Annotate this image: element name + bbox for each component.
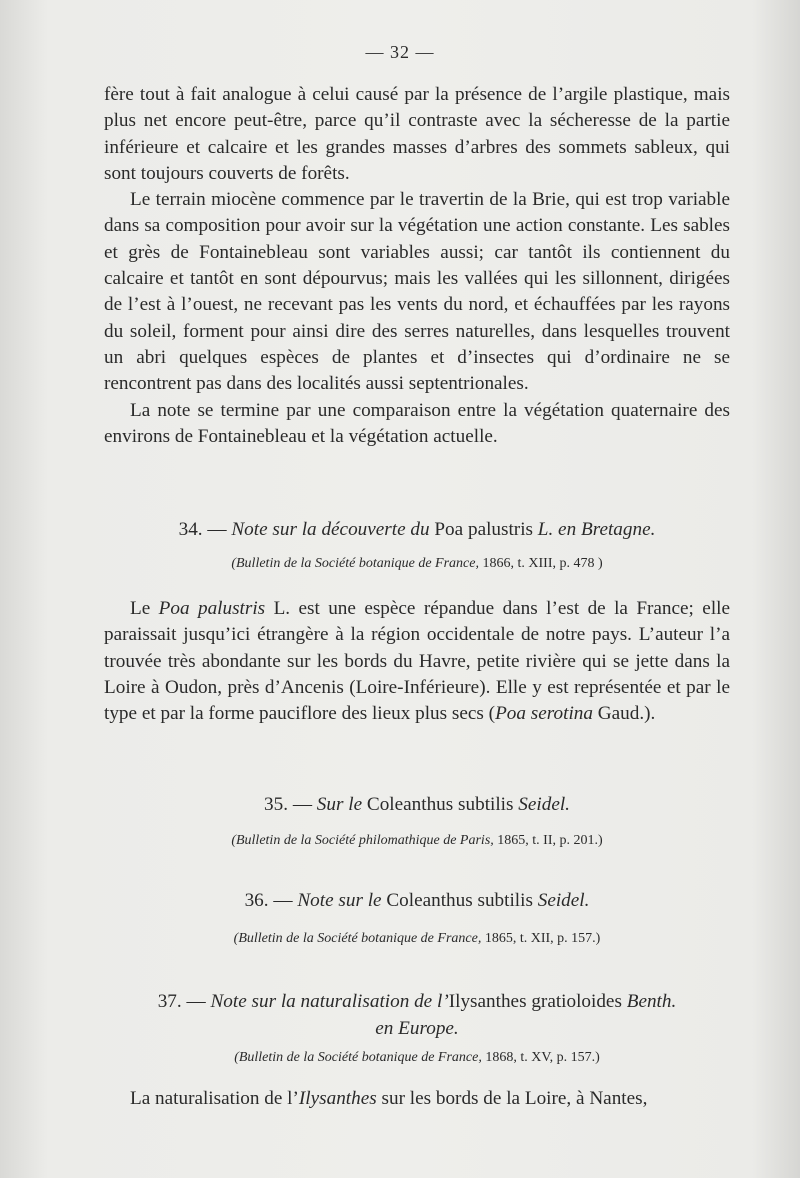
entry-35-title: [104, 794, 730, 816]
entry-34-body-b: Poa palustris: [158, 598, 266, 619]
text-block-top: [104, 82, 730, 450]
entry-37-paragraph: [104, 1086, 730, 1112]
entry-37-reference: [104, 1050, 730, 1066]
entry-34-paragraph: [104, 596, 730, 727]
entry-36-ref-b: 1865, t. XII, p. 157.): [484, 931, 601, 946]
entry-37-body-a: La naturalisation de l’: [130, 1088, 299, 1109]
entry-36-title-a: Note sur le: [297, 890, 382, 911]
entry-34-reference: [104, 556, 730, 572]
page-number: — 32 —: [365, 42, 435, 62]
entry-37-title-b: Ilysanthes gratioloides: [448, 991, 622, 1012]
entry-35-title-a: Sur le: [316, 794, 363, 815]
entry-36-reference: [104, 931, 730, 947]
entry-35-ref-a: (Bulletin de la Société philomathique de Paris,: [231, 833, 494, 848]
entry-37-number: 37. —: [157, 991, 206, 1012]
entry-37-ref-b: 1868, t. XV, p. 157.): [485, 1050, 600, 1065]
entry-35-title-b: Coleanthus subtilis: [366, 794, 514, 815]
paragraph-conclusion: La note se termine par une comparaison entre la végétation quaternaire des environs de Fontainebleau et la végétation actuelle.: [104, 399, 730, 447]
entry-34-ref-b: 1866, t. XIII, p. 478 ): [482, 556, 603, 571]
paragraph-continuation: fère tout à fait analogue à celui causé par la présence de l’argile plastique, mais plus net encore peut-être, parce qu’il contraste avec la sécheresse de la partie inférieure et calcaire et les grandes masses d’arbres des sommets sableux, qui sont toujours couverts de forêts.: [104, 84, 730, 184]
entry-37-ref-a: (Bulletin de la Société botanique de France,: [234, 1050, 482, 1065]
entry-37-title-c: Benth.: [626, 991, 677, 1012]
entry-35-reference: [104, 833, 730, 849]
entry-34-body-a: Le: [130, 598, 151, 619]
entry-34-body-e: Gaud.).: [597, 703, 656, 725]
entry-36-title-b: Coleanthus subtilis: [386, 890, 533, 911]
entry-34-body-d: Poa serotina: [495, 703, 593, 725]
entry-35-number: 35. —: [264, 794, 312, 815]
entry-37-body: [104, 1086, 730, 1112]
entry-34-title-c: L. en Bretagne.: [537, 519, 656, 540]
entry-34-number: 34. —: [178, 519, 227, 540]
entry-37-title-d: en Europe.: [375, 1018, 459, 1039]
entry-34-body: [104, 596, 730, 727]
entry-37-title-a: Note sur la naturalisation de l’: [210, 991, 449, 1012]
paragraph-miocene: Le terrain miocène commence par le travertin de la Brie, qui est trop variable dans sa composition pour avoir sur la végétation une action constante. Les sables et grès de Fontainebleau sont variables aussi; car tantôt ils contiennent du calcaire et tantôt en sont dépourvus; mais les vallées qui les sillonnent, dirigées de l’est à l’ouest, ne recevant pas les vents du nord, et échauffées par les rayons du soleil, forment pour ainsi dire des serres naturelles, dans lesquelles trouvent un abri quelques espèces de plantes et d’insectes qui d’ordinaire ne se rencontrent pas dans des localités aussi septentrionales.: [104, 189, 730, 395]
entry-37-title: [104, 988, 730, 1042]
entry-37-body-b: Ilysanthes: [298, 1088, 377, 1109]
entry-36-title-c: Seidel.: [537, 890, 590, 911]
entry-34-title-a: Note sur la découverte du: [231, 519, 430, 540]
entry-34-title: [104, 519, 730, 541]
entry-34-body-c: L. est une espèce répandue dans l’est de la France; elle paraissait jusqu’ici étrangère à la région occidentale de notre pays. L’auteur l’a trouvée très abondante sur les bords du Havre, petite rivière qui se jette dans la Loire à Oudon, près d’Ancenis (Loire-Inférieure). Elle y est représentée et par le type et par la forme pauciflore des lieux plus secs (: [104, 598, 730, 725]
entry-37-body-c: sur les bords de la Loire, à Nantes,: [381, 1088, 648, 1109]
entry-36-title: [104, 890, 730, 912]
entry-35-title-c: Seidel.: [518, 794, 570, 815]
entry-34-ref-a: (Bulletin de la Société botanique de France,: [231, 556, 479, 571]
entry-35-ref-b: 1865, t. II, p. 201.): [497, 833, 603, 848]
entry-36-ref-a: (Bulletin de la Société botanique de France,: [233, 931, 482, 946]
entry-34-title-b: Poa palustris: [434, 519, 533, 540]
entry-36-number: 36. —: [244, 890, 293, 911]
